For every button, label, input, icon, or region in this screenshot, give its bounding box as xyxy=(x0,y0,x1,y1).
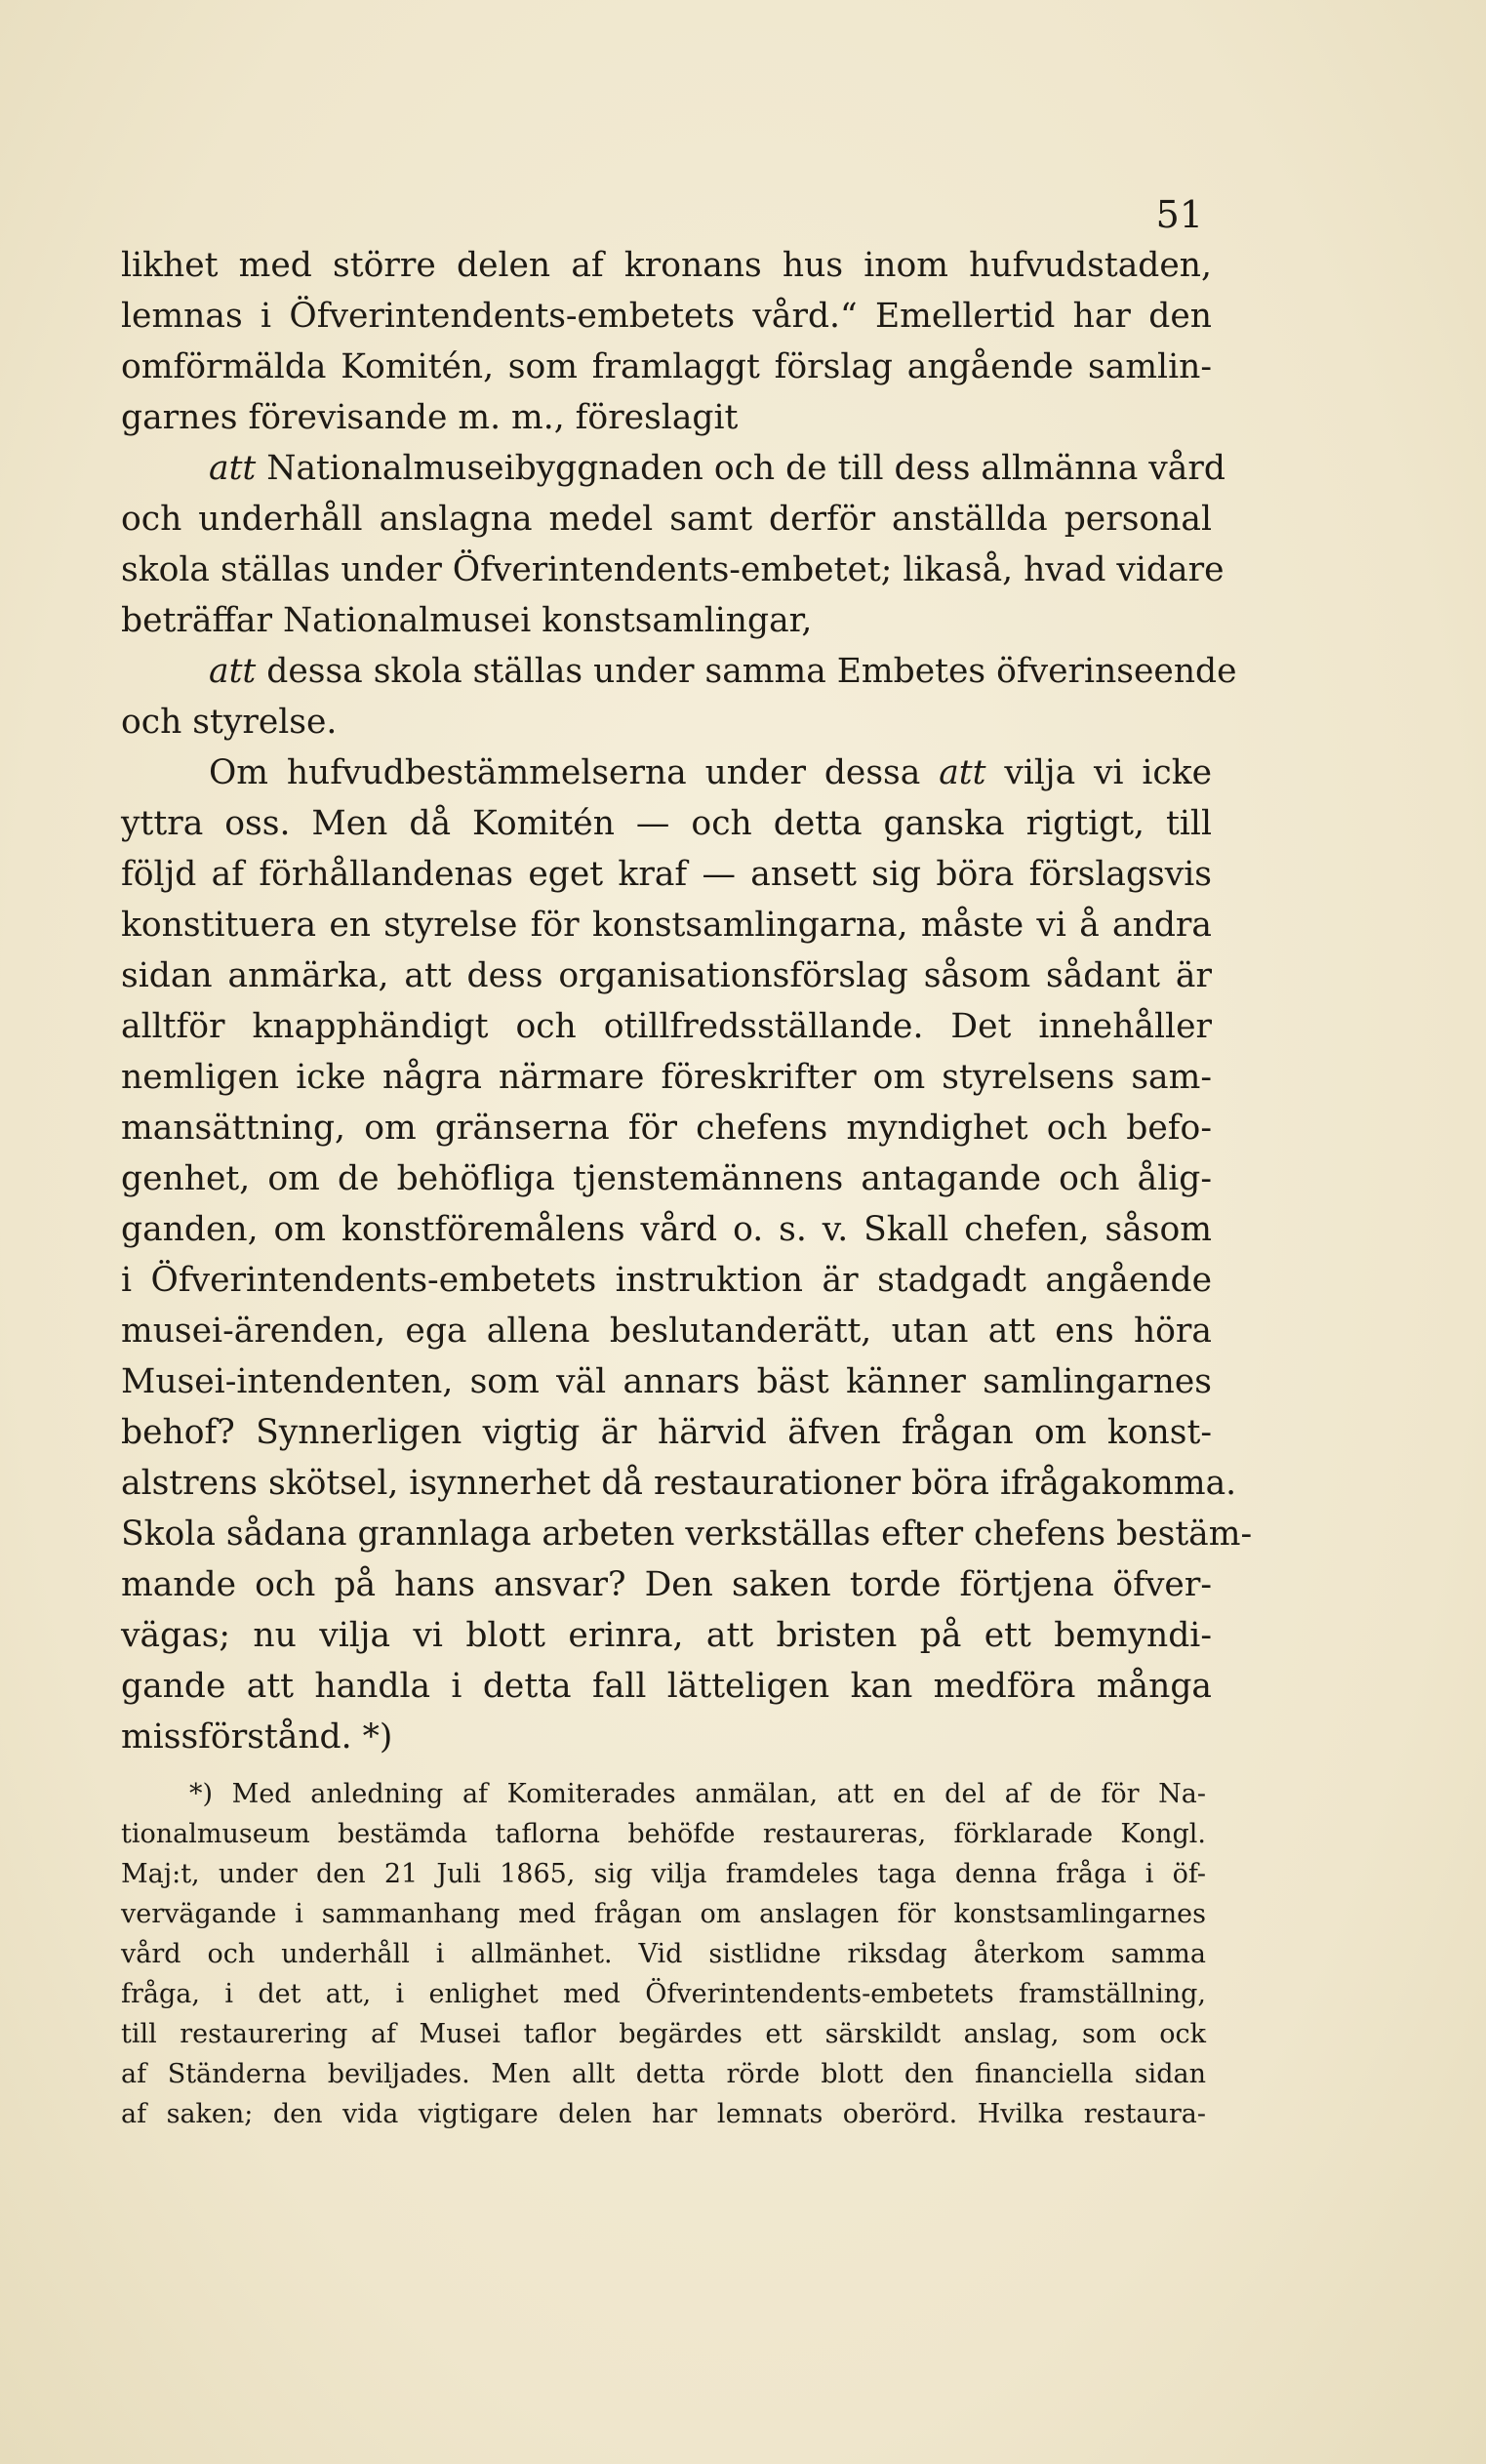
text-line: likhet med större delen af kronans hus inom hufvudstaden, xyxy=(121,246,1212,285)
footnote-line: af Ständerna beviljades. Men allt detta rörde blott den financiella sidan xyxy=(121,2059,1206,2089)
text-line: sidan anmärka, att dess organisationsförslag såsom sådant är xyxy=(121,956,1212,995)
text-line: att dessa skola ställas under samma Embetes öfverinseende xyxy=(209,652,1237,691)
text-line: garnes förevisande m. m., föreslagit xyxy=(121,398,739,437)
footnote-line: *) Med anledning af Komiterades anmälan, att en del af de för Na- xyxy=(189,1779,1206,1809)
text-line: följd af förhållandenas eget kraf — ansett sig böra förslagsvis xyxy=(121,855,1212,894)
text-line: Om hufvudbestämmelserna under dessa att vilja vi icke xyxy=(209,753,1213,792)
footnote-line: af saken; den vida vigtigare delen har lemnats oberörd. Hvilka restaura- xyxy=(121,2099,1206,2129)
text-line: Skola sådana grannlaga arbeten verkställas efter chefens bestäm- xyxy=(121,1515,1253,1554)
page-number: 51 xyxy=(1155,193,1203,236)
text-line: yttra oss. Men då Komitén — och detta ganska rigtigt, till xyxy=(121,804,1212,843)
text-line: i Öfverintendents-embetets instruktion är stadgadt angående xyxy=(121,1261,1212,1300)
text-line: lemnas i Öfverintendents-embetets vård.“ Emellertid har den xyxy=(121,297,1212,336)
emphasis: att xyxy=(939,753,986,792)
text-line: mande och på hans ansvar? Den saken torde förtjena öfver- xyxy=(121,1565,1212,1604)
footnote xyxy=(121,1774,1206,2134)
text-line: missförstånd. *) xyxy=(121,1717,393,1757)
text-line: ganden, om konstföremålens vård o. s. v. Skall chefen, såsom xyxy=(121,1210,1212,1249)
text-line: vägas; nu vilja vi blott erinra, att bristen på ett bemyndi- xyxy=(121,1616,1212,1655)
text-line: konstituera en styrelse för konstsamlingarna, måste vi å andra xyxy=(121,906,1212,945)
footnote-line: till restaurering af Musei taflor begärdes ett särskildt anslag, som ock xyxy=(121,2019,1206,2049)
text-line: och underhåll anslagna medel samt derför anställda personal xyxy=(121,500,1212,539)
footnote-line: fråga, i det att, i enlighet med Öfverintendents-embetets framställning, xyxy=(121,1979,1206,2009)
footnote-line: tionalmuseum bestämda taflorna behöfde restaureras, förklarade Kongl. xyxy=(121,1819,1206,1849)
footnote-line: vervägande i sammanhang med frågan om anslagen för konstsamlingarnes xyxy=(121,1899,1206,1929)
text-line: skola ställas under Öfverintendents-embetet; likaså, hvad vidare xyxy=(121,550,1225,589)
text-line: genhet, om de behöfliga tjenstemännens antagande och ålig- xyxy=(121,1159,1212,1198)
text-line: att Nationalmuseibyggnaden och de till dess allmänna vård xyxy=(209,449,1225,488)
text-line: alstrens skötsel, isynnerhet då restaurationer böra ifrågakomma. xyxy=(121,1464,1237,1503)
footnote-line: Maj:t, under den 21 Juli 1865, sig vilja framdeles taga denna fråga i öf- xyxy=(121,1859,1206,1889)
footnote-line: vård och underhåll i allmänhet. Vid sistlidne riksdag återkom samma xyxy=(121,1939,1206,1969)
body-text xyxy=(121,240,1253,1762)
emphasis: att xyxy=(209,449,257,488)
text-line: alltför knapphändigt och otillfredsställande. Det innehåller xyxy=(121,1007,1212,1046)
text-line: omförmälda Komitén, som framlaggt förslag angående samlin- xyxy=(121,347,1212,386)
text-line: behof? Synnerligen vigtig är härvid äfven frågan om konst- xyxy=(121,1413,1212,1452)
text-line: nemligen icke några närmare föreskrifter om styrelsens sam- xyxy=(121,1058,1212,1097)
text-line: och styrelse. xyxy=(121,703,338,742)
text-line: Musei-intendenten, som väl annars bäst känner samlingarnes xyxy=(121,1362,1212,1401)
text-line: gande att handla i detta fall lätteligen kan medföra många xyxy=(121,1667,1212,1706)
text-line: mansättning, om gränserna för chefens myndighet och befo- xyxy=(121,1109,1212,1148)
text-line: beträffar Nationalmusei konstsamlingar, xyxy=(121,601,813,640)
text-line: musei-ärenden, ega allena beslutanderätt, utan att ens höra xyxy=(121,1312,1212,1351)
emphasis: att xyxy=(209,652,257,691)
